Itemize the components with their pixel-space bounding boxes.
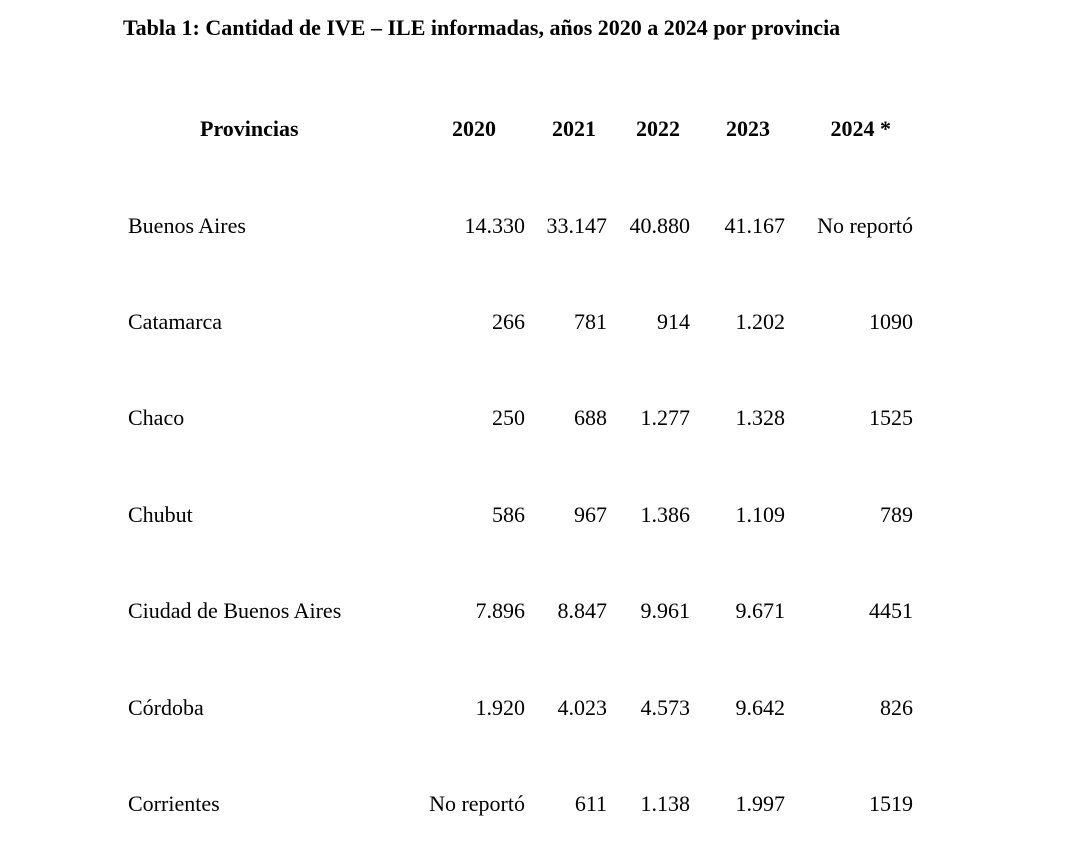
value-2020: 266 bbox=[492, 309, 525, 334]
table-row bbox=[0, 404, 1072, 432]
table-row bbox=[0, 597, 1072, 625]
province-name: Chaco bbox=[128, 405, 185, 430]
table-row bbox=[0, 212, 1072, 240]
value-2023: 9.642 bbox=[735, 695, 785, 720]
value-2023: 1.328 bbox=[735, 405, 785, 430]
value-2024: 1525 bbox=[869, 405, 913, 430]
value-2021: 781 bbox=[574, 309, 607, 334]
value-2024: 1090 bbox=[869, 309, 913, 334]
value-2021: 33.147 bbox=[546, 213, 607, 238]
value-2021: 967 bbox=[574, 502, 607, 527]
value-2023: 1.202 bbox=[735, 309, 785, 334]
table-row bbox=[0, 790, 1072, 818]
value-2022: 1.386 bbox=[640, 502, 690, 527]
value-2020: 14.330 bbox=[464, 213, 525, 238]
value-2024: 826 bbox=[880, 695, 913, 720]
table-title: Tabla 1: Cantidad de IVE – ILE informadas, años 2020 a 2024 por provincia bbox=[123, 15, 841, 40]
value-2020: 7.896 bbox=[475, 598, 525, 623]
value-2022: 9.961 bbox=[640, 598, 690, 623]
table-row bbox=[0, 308, 1072, 336]
value-2022: 4.573 bbox=[640, 695, 690, 720]
value-2020: 586 bbox=[492, 502, 525, 527]
value-2022: 1.277 bbox=[640, 405, 690, 430]
province-name: Corrientes bbox=[128, 791, 220, 816]
value-2022: 40.880 bbox=[629, 213, 690, 238]
value-2024: 4451 bbox=[869, 598, 913, 623]
province-name: Ciudad de Buenos Aires bbox=[128, 598, 342, 623]
value-2024: 1519 bbox=[869, 791, 913, 816]
table-header-row bbox=[0, 115, 1072, 143]
province-name: Catamarca bbox=[128, 309, 223, 334]
value-2020: No reportó bbox=[429, 791, 525, 816]
value-2021: 611 bbox=[574, 791, 607, 816]
header-provincias: Provincias bbox=[200, 116, 299, 141]
province-name: Chubut bbox=[128, 502, 193, 527]
value-2020: 1.920 bbox=[475, 695, 525, 720]
value-2023: 1.109 bbox=[735, 502, 785, 527]
value-2020: 250 bbox=[492, 405, 525, 430]
value-2023: 9.671 bbox=[735, 598, 785, 623]
header-2024: 2024 * bbox=[830, 116, 891, 141]
value-2021: 8.847 bbox=[557, 598, 607, 623]
table-row bbox=[0, 501, 1072, 529]
value-2021: 4.023 bbox=[557, 695, 607, 720]
value-2024: 789 bbox=[880, 502, 913, 527]
value-2022: 914 bbox=[657, 309, 690, 334]
value-2024: No reportó bbox=[817, 213, 913, 238]
header-2021: 2021 bbox=[552, 116, 596, 141]
header-2023: 2023 bbox=[726, 116, 770, 141]
province-name: Córdoba bbox=[128, 695, 204, 720]
table-row bbox=[0, 694, 1072, 722]
header-2022: 2022 bbox=[636, 116, 680, 141]
header-2020: 2020 bbox=[452, 116, 496, 141]
value-2023: 41.167 bbox=[724, 213, 785, 238]
value-2022: 1.138 bbox=[640, 791, 690, 816]
province-name: Buenos Aires bbox=[128, 213, 246, 238]
value-2023: 1.997 bbox=[735, 791, 785, 816]
value-2021: 688 bbox=[574, 405, 607, 430]
